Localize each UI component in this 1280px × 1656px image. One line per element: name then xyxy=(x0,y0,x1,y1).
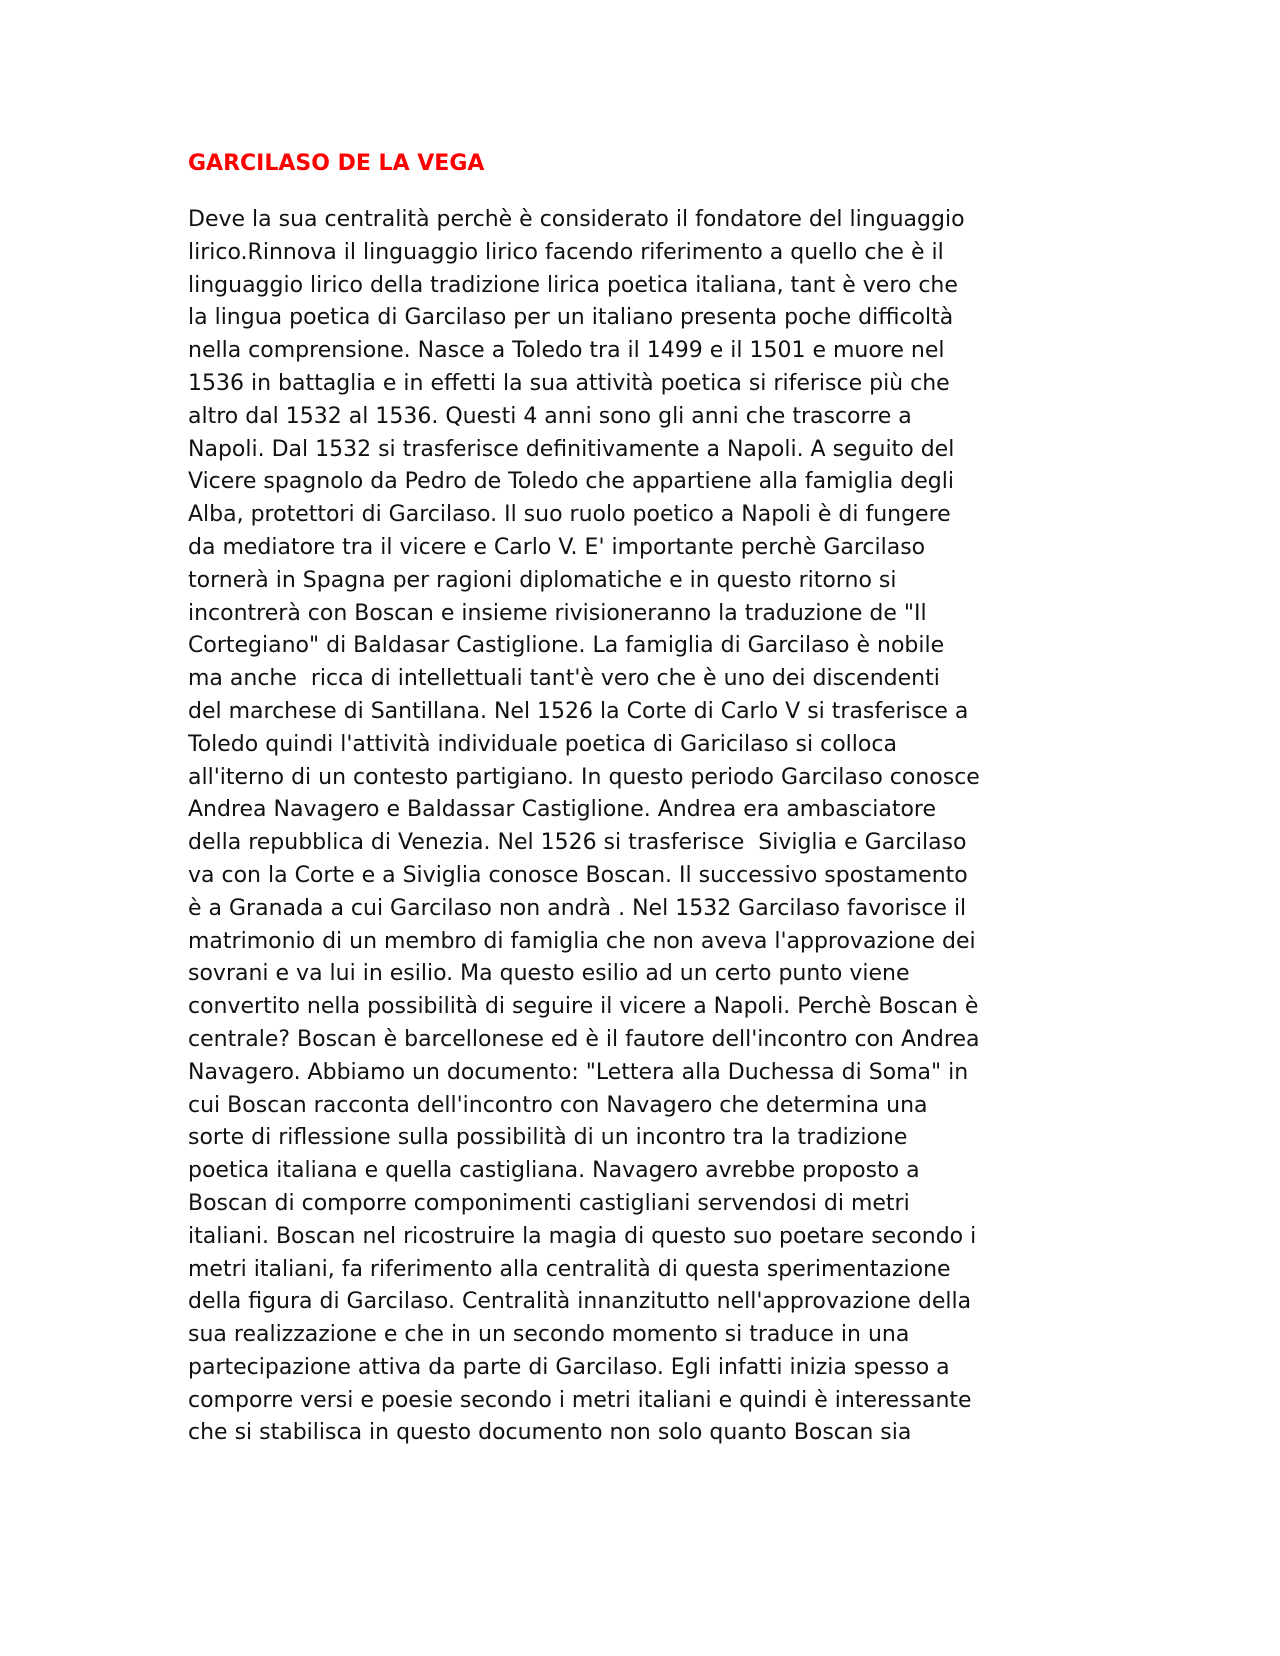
paragraph-line: incontrerà con Boscan e insieme rivisioneranno la traduzione de "Il xyxy=(188,600,927,626)
paragraph-line: partecipazione attiva da parte di Garcilaso. Egli infatti inizia spesso a xyxy=(188,1354,950,1380)
paragraph-line: Boscan di comporre componimenti castigliani servendosi di metri xyxy=(188,1190,910,1216)
paragraph-line: della figura di Garcilaso. Centralità innanzitutto nell'approvazione della xyxy=(188,1289,972,1315)
paragraph-line: comporre versi e poesie secondo i metri italiani e quindi è interessante xyxy=(188,1387,972,1413)
paragraph-line: da mediatore tra il vicere e Carlo V. E' importante perchè Garcilaso xyxy=(188,534,926,560)
paragraph-line: lirico.Rinnova il linguaggio lirico facendo riferimento a quello che è il xyxy=(188,239,944,265)
paragraph-line: che si stabilisca in questo documento non solo quanto Boscan sia xyxy=(188,1420,912,1446)
paragraph-line: è a Granada a cui Garcilaso non andrà . Nel 1532 Garcilaso favorisce il xyxy=(188,895,967,921)
paragraph-line: sovrani e va lui in esilio. Ma questo esilio ad un certo punto viene xyxy=(188,961,910,987)
paragraph-line: Toledo quindi l'attività individuale poetica di Garicilaso si colloca xyxy=(188,731,897,757)
paragraph-line: Napoli. Dal 1532 si trasferisce definitivamente a Napoli. A seguito del xyxy=(188,436,955,462)
paragraph-line: italiani. Boscan nel ricostruire la magia di questo suo poetare secondo i xyxy=(188,1223,977,1249)
paragraph-line: la lingua poetica di Garcilaso per un italiano presenta poche difficoltà xyxy=(188,305,954,331)
paragraph-line: nella comprensione. Nasce a Toledo tra il 1499 e il 1501 e muore nel xyxy=(188,338,945,364)
paragraph-line: della repubblica di Venezia. Nel 1526 si trasferisce Siviglia e Garcilaso xyxy=(188,830,967,856)
paragraph-line: Alba, protettori di Garcilaso. Il suo ruolo poetico a Napoli è di fungere xyxy=(188,502,951,528)
paragraph-line: linguaggio lirico della tradizione lirica poetica italiana, tant è vero che xyxy=(188,272,958,298)
paragraph-line: tornerà in Spagna per ragioni diplomatiche e in questo ritorno si xyxy=(188,567,897,593)
paragraph-line: 1536 in battaglia e in effetti la sua attività poetica si riferisce più che xyxy=(188,370,950,396)
paragraph-line: all'iterno di un contesto partigiano. In questo periodo Garcilaso conosce xyxy=(188,764,980,790)
paragraph-line: Deve la sua centralità perchè è considerato il fondatore del linguaggio xyxy=(188,207,965,232)
paragraph-line: poetica italiana e quella castigliana. Navagero avrebbe proposto a xyxy=(188,1158,920,1184)
paragraph-line: matrimonio di un membro di famiglia che non aveva l'approvazione dei xyxy=(188,928,976,954)
document-title: GARCILASO DE LA VEGA xyxy=(188,151,485,176)
paragraph-line: cui Boscan racconta dell'incontro con Navagero che determina una xyxy=(188,1092,928,1118)
paragraph-line: va con la Corte e a Siviglia conosce Boscan. Il successivo spostamento xyxy=(188,862,968,888)
paragraph-line: centrale? Boscan è barcellonese ed è il fautore dell'incontro con Andrea xyxy=(188,1026,980,1052)
paragraph-line: altro dal 1532 al 1536. Questi 4 anni sono gli anni che trascorre a xyxy=(188,403,912,429)
paragraph-line: convertito nella possibilità di seguire il vicere a Napoli. Perchè Boscan è xyxy=(188,994,979,1020)
paragraph-line: sua realizzazione e che in un secondo momento si traduce in una xyxy=(188,1322,910,1348)
document-page xyxy=(188,148,980,1450)
paragraph-line: Andrea Navagero e Baldassar Castiglione. Andrea era ambasciatore xyxy=(188,797,937,823)
paragraph-line: del marchese di Santillana. Nel 1526 la Corte di Carlo V si trasferisce a xyxy=(188,698,969,724)
paragraph-line: Vicere spagnolo da Pedro de Toledo che appartiene alla famiglia degli xyxy=(188,469,954,495)
paragraph-line: metri italiani, fa riferimento alla centralità di questa sperimentazione xyxy=(188,1256,951,1282)
paragraph-line: Navagero. Abbiamo un documento: "Lettera alla Duchessa di Soma" in xyxy=(188,1059,969,1085)
paragraph-line: Cortegiano" di Baldasar Castiglione. La famiglia di Garcilaso è nobile xyxy=(188,633,945,659)
paragraph-line: ma anche ricca di intellettuali tant'è vero che è uno dei discendenti xyxy=(188,666,940,692)
document-body xyxy=(188,204,980,1450)
paragraph-line: sorte di riflessione sulla possibilità di un incontro tra la tradizione xyxy=(188,1125,908,1151)
